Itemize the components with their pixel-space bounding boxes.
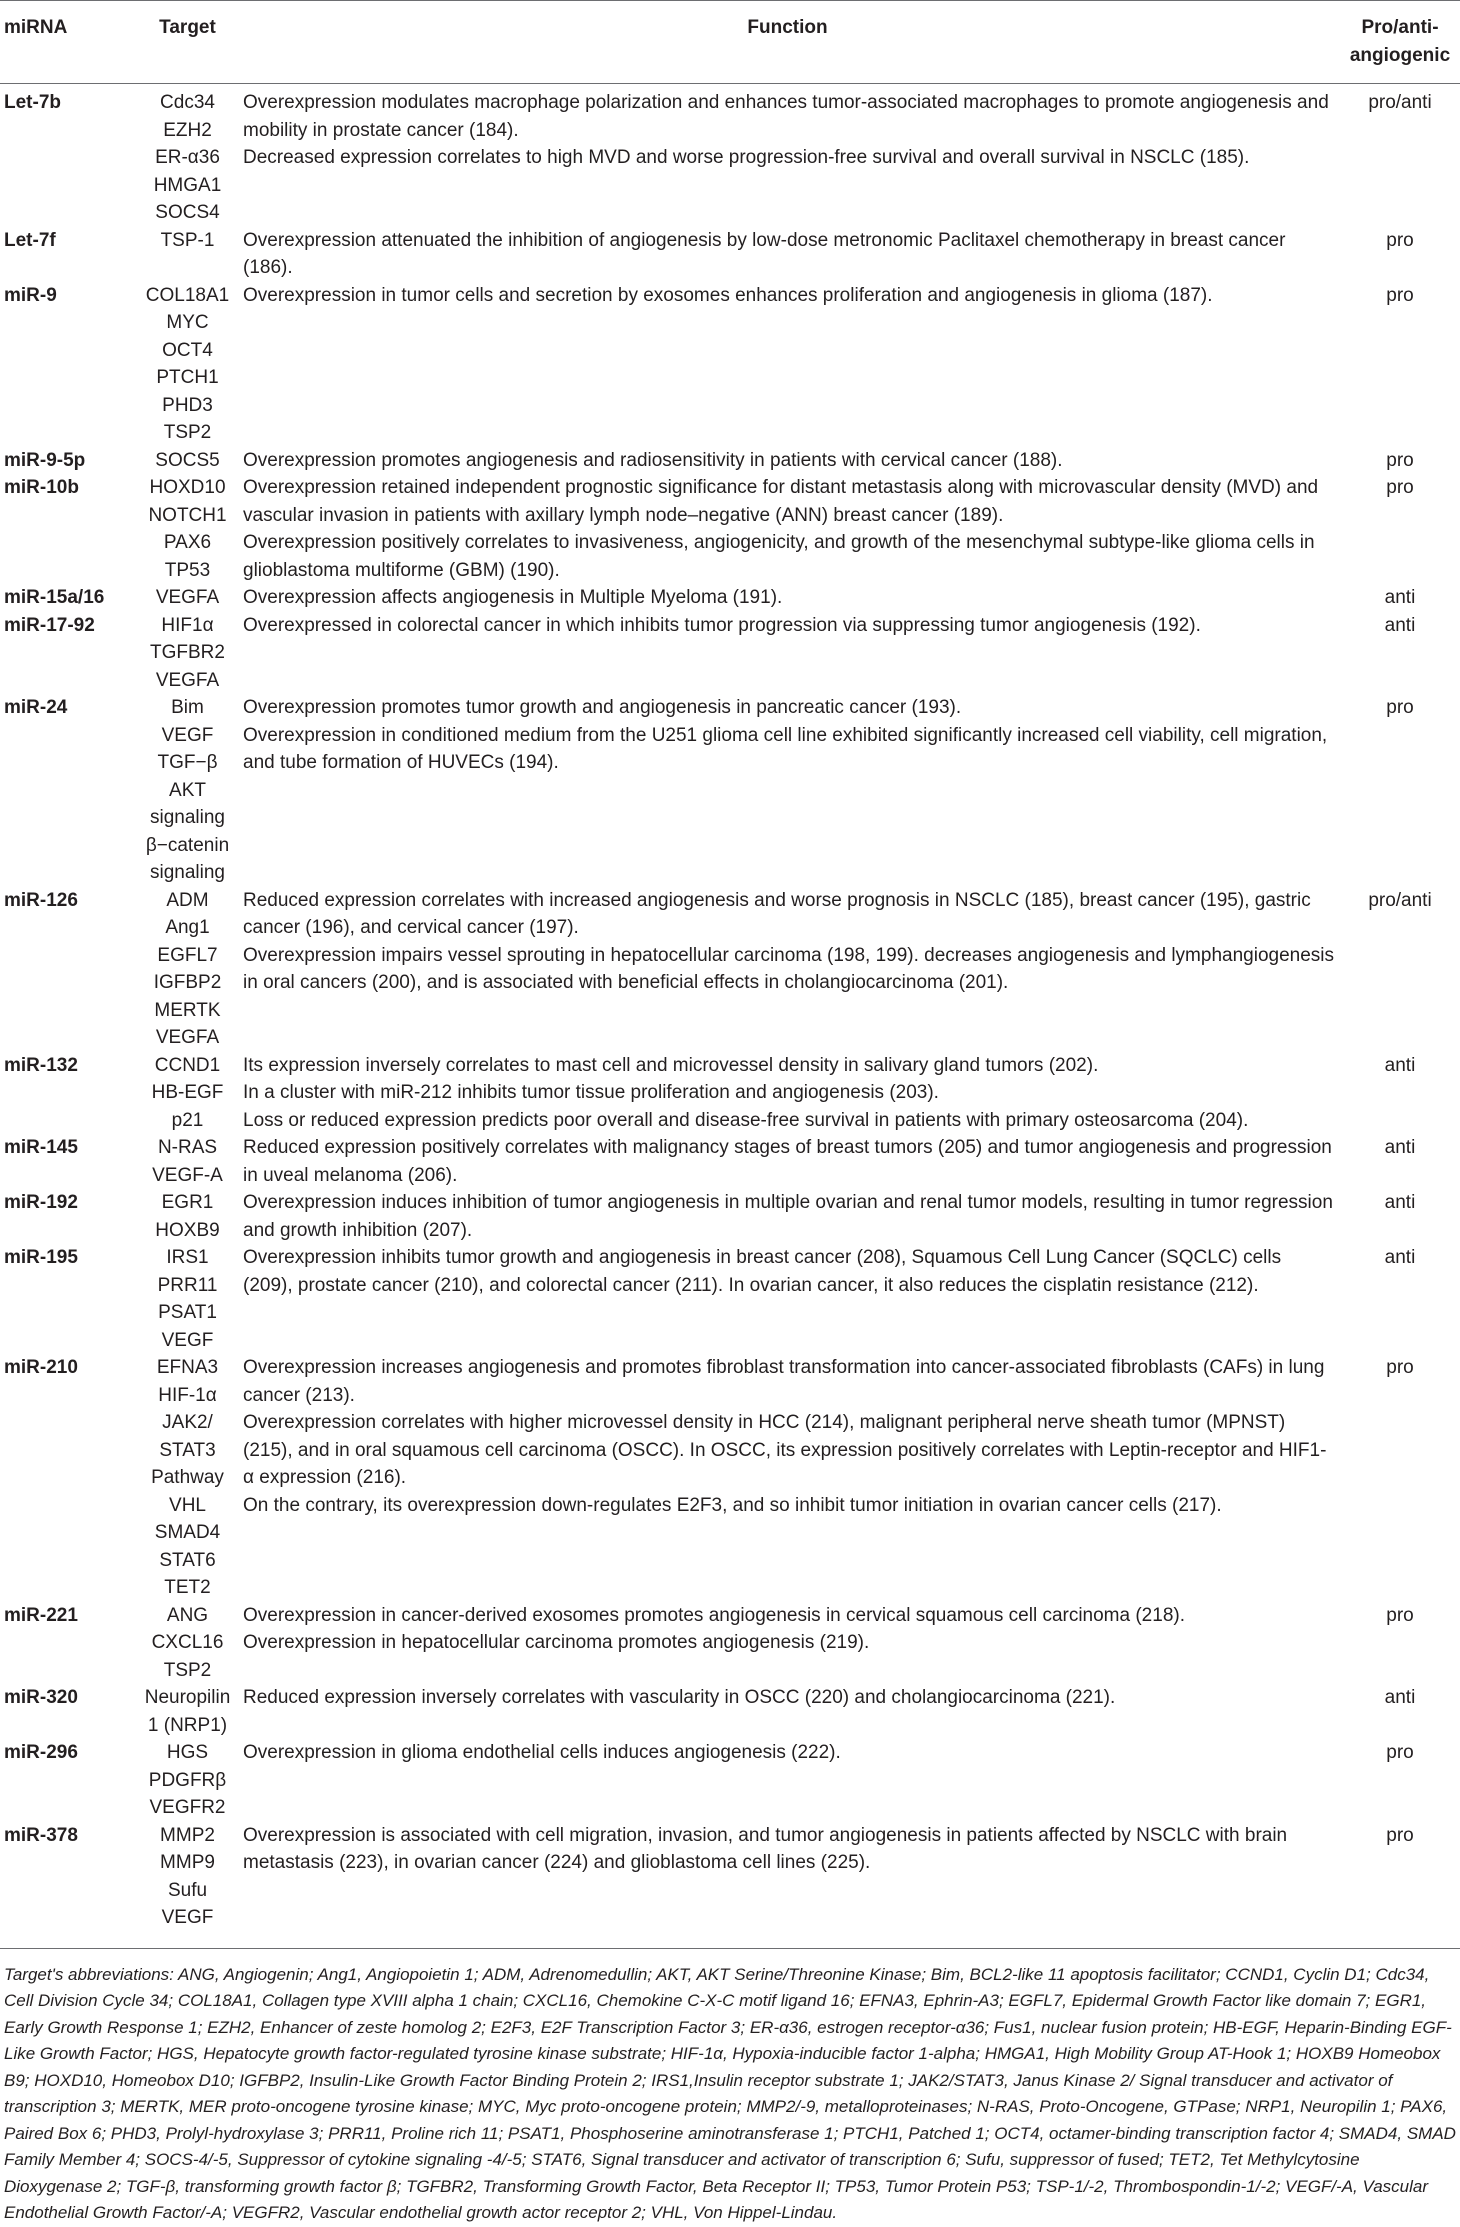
- function-text: Overexpressed in colorectal cancer in which inhibits tumor progression via suppressing tumor angiogenesis (192).: [243, 614, 1201, 636]
- function-cell: [235, 1052, 1340, 1135]
- header-pro-anti: [1340, 1, 1460, 84]
- target-cell: [140, 887, 235, 1052]
- pro-anti-cell: anti: [1384, 1247, 1416, 1268]
- table-row: [0, 694, 1460, 887]
- function-text: Reduced expression correlates with increased angiogenesis and worse prognosis in NSCLC (185), breast cancer (195), gastric cancer (196), and cervical cancer (197).: [243, 889, 1311, 938]
- pro-anti-cell: anti: [1384, 614, 1416, 636]
- function-text: In a cluster with miR-212 inhibits tumor tissue proliferation and angiogenesis (203).: [243, 1082, 939, 1103]
- target-item: HOXB9: [155, 1219, 220, 1241]
- target-item: ANG: [166, 1604, 209, 1626]
- target-cell: [140, 1189, 235, 1244]
- target-item: TGFBR2: [150, 642, 225, 663]
- mirna-cell: miR-378: [0, 1822, 140, 1949]
- pro-anti-cell: anti: [1384, 1192, 1416, 1213]
- target-item: JAK2/: [162, 1412, 213, 1433]
- target-cell: [140, 1822, 235, 1949]
- target-item: SOCS4: [155, 202, 220, 223]
- function-text: Overexpression induces inhibition of tumor angiogenesis in multiple ovarian and renal tumor models, resulting in tumor regression and growth inhibition (207).: [243, 1192, 1333, 1241]
- target-item: AKT: [169, 779, 206, 801]
- target-cell: [140, 584, 235, 612]
- target-item: SMAD4: [154, 1522, 221, 1543]
- function-cell: [235, 1244, 1340, 1354]
- table-row: [0, 1134, 1460, 1189]
- mirna-cell: miR-9-5p: [4, 449, 86, 471]
- target-item: PDGFRβ: [148, 1769, 227, 1791]
- header-row: [0, 1, 1460, 84]
- function-text: Overexpression in tumor cells and secretion by exosomes enhances proliferation and angiogenesis in glioma (187).: [243, 284, 1213, 306]
- target-item: Ang1: [165, 917, 210, 938]
- table-row: [0, 84, 1460, 227]
- pro-anti-cell: anti: [1384, 1137, 1416, 1158]
- target-item: HGS: [166, 1742, 209, 1763]
- table-row: [0, 1244, 1460, 1354]
- target-item: OCT4: [162, 339, 213, 361]
- target-item: MYC: [166, 312, 209, 333]
- target-item: EFNA3: [156, 1357, 219, 1378]
- target-item: EZH2: [163, 119, 212, 141]
- table-row: [0, 612, 1460, 695]
- target-item: TSP-1: [160, 229, 215, 251]
- function-text: Overexpression modulates macrophage polarization and enhances tumor-associated macrophages to promote angiogenesis and mobility in prostate cancer (184).: [243, 92, 1329, 141]
- target-item: TP53: [164, 559, 211, 581]
- header-mirna: miRNA: [0, 1, 140, 84]
- target-cell: [140, 1602, 235, 1685]
- table-row: [0, 887, 1460, 1052]
- target-item: EGR1: [161, 1192, 214, 1213]
- target-item: PTCH1: [156, 367, 219, 388]
- table-row: [0, 1189, 1460, 1244]
- table-row: [0, 447, 1460, 475]
- function-cell: [235, 282, 1340, 447]
- function-cell: [235, 1822, 1340, 1949]
- table-body: [0, 84, 1460, 1949]
- target-item: signaling: [150, 807, 225, 828]
- target-item: VEGFA: [155, 669, 220, 691]
- target-cell: [140, 1052, 235, 1135]
- mirna-cell: miR-221: [4, 1604, 78, 1626]
- target-item: VEGF: [161, 1907, 214, 1928]
- pro-anti-cell: pro/anti: [1368, 92, 1432, 113]
- pro-anti-cell: anti: [1384, 1054, 1416, 1076]
- mirna-cell: miR-9: [4, 284, 57, 306]
- mirna-cell: Let-7b: [4, 92, 61, 113]
- target-item: N-RAS: [157, 1137, 218, 1158]
- mirna-cell: Let-7f: [4, 229, 56, 251]
- pro-anti-cell: pro: [1386, 284, 1414, 306]
- target-item: EGFL7: [157, 944, 218, 966]
- target-item: Neuropilin: [144, 1687, 231, 1708]
- target-item: VEGF: [161, 724, 214, 746]
- function-text: Overexpression attenuated the inhibition of angiogenesis by low-dose metronomic Paclitaxel chemotherapy in breast cancer (186).: [243, 229, 1286, 278]
- table-row: [0, 1602, 1460, 1685]
- mirna-cell: miR-10b: [4, 477, 79, 498]
- function-cell: [235, 1739, 1340, 1822]
- target-cell: [140, 447, 235, 475]
- target-item: VEGFA: [155, 587, 220, 608]
- target-item: HMGA1: [153, 174, 222, 196]
- pro-anti-cell: pro: [1340, 1822, 1460, 1949]
- function-cell: [235, 887, 1340, 1052]
- table-row: [0, 1052, 1460, 1135]
- target-item: PAX6: [163, 532, 212, 553]
- table-row: [0, 584, 1460, 612]
- function-text: Overexpression inhibits tumor growth and angiogenesis in breast cancer (208), Squamous Cell Lung Cancer (SQCLC) cells (209), prostate cancer (210), and colorectal cancer (211). In ovarian cancer, it also reduces the cisplatin resistance (212).: [243, 1247, 1282, 1296]
- target-item: Bim: [171, 697, 204, 718]
- function-text: Its expression inversely correlates to mast cell and microvessel density in salivary gland tumors (202).: [243, 1054, 1099, 1076]
- target-item: Pathway: [151, 1467, 224, 1488]
- function-text: Overexpression promotes angiogenesis and radiosensitivity in patients with cervical cancer (188).: [243, 449, 1063, 471]
- function-text: Overexpression in glioma endothelial cells induces angiogenesis (222).: [243, 1742, 841, 1763]
- target-cell: [140, 474, 235, 584]
- function-text: Overexpression increases angiogenesis and promotes fibroblast transformation into cancer-associated fibroblasts (CAFs) in lung cancer (213).: [243, 1357, 1325, 1406]
- target-item: STAT3: [159, 1439, 216, 1461]
- target-item: β−catenin: [145, 834, 230, 856]
- target-item: MMP2: [160, 1824, 215, 1846]
- target-cell: [140, 1739, 235, 1822]
- target-item: PRR11: [157, 1274, 218, 1296]
- header-pro-anti-line2: angiogenic: [1349, 44, 1451, 66]
- mirna-cell: miR-320: [4, 1687, 78, 1708]
- pro-anti-cell: pro: [1386, 477, 1414, 498]
- target-item: HOXD10: [149, 477, 226, 498]
- mirna-cell: miR-17-92: [4, 614, 95, 636]
- target-cell: [140, 1354, 235, 1602]
- target-item: IRS1: [166, 1247, 209, 1268]
- target-item: STAT6: [159, 1549, 216, 1571]
- pro-anti-cell: pro: [1386, 229, 1414, 251]
- target-cell: [140, 227, 235, 282]
- mirna-cell: miR-195: [4, 1247, 78, 1268]
- mirna-cell: miR-24: [4, 697, 68, 718]
- function-text: Overexpression correlates with higher microvessel density in HCC (214), malignant peripheral nerve sheath tumor (MPNST) (215), and in oral squamous cell carcinoma (OSCC). In OSCC, its expression positively correlates with Leptin-receptor and HIF1- α expression (216).: [243, 1412, 1327, 1488]
- mirna-cell: miR-126: [4, 889, 78, 911]
- target-item: TSP2: [163, 422, 212, 443]
- mirna-cell: miR-145: [4, 1137, 78, 1158]
- target-item: HIF1α: [161, 614, 214, 636]
- target-item: VEGF-A: [152, 1164, 223, 1186]
- function-text: Overexpression impairs vessel sprouting in hepatocellular carcinoma (198, 199). decreases angiogenesis and lymphangiogenesis in oral cancers (200), and is associated with beneficial effects in cholangiocarcinoma (201).: [243, 944, 1334, 993]
- table-row: [0, 282, 1460, 447]
- pro-anti-cell: pro: [1386, 1742, 1414, 1763]
- function-cell: [235, 474, 1340, 584]
- pro-anti-cell: anti: [1384, 587, 1416, 608]
- table-row: [0, 1354, 1460, 1602]
- target-cell: [140, 282, 235, 447]
- target-item: TSP2: [163, 1659, 212, 1681]
- function-text: Decreased expression correlates to high MVD and worse progression-free survival and overall survival in NSCLC (185).: [243, 147, 1250, 168]
- header-function: Function: [235, 1, 1340, 84]
- target-item: signaling: [150, 862, 225, 883]
- table-row: [0, 1684, 1460, 1739]
- mirna-cell: miR-296: [4, 1742, 78, 1763]
- table-row: [0, 1739, 1460, 1822]
- target-item: ER-α36: [155, 147, 220, 168]
- table-row: [0, 1822, 1460, 1949]
- target-item: TGF−β: [157, 752, 218, 773]
- target-cell: [140, 84, 235, 227]
- target-item: TET2: [164, 1577, 211, 1598]
- mirna-cell: miR-132: [4, 1054, 78, 1076]
- function-cell: [235, 447, 1340, 475]
- function-text: Overexpression promotes tumor growth and angiogenesis in pancreatic cancer (193).: [243, 697, 962, 718]
- function-text: Reduced expression inversely correlates with vascularity in OSCC (220) and cholangiocarcinoma (221).: [243, 1687, 1116, 1708]
- pro-anti-cell: pro: [1386, 697, 1414, 718]
- target-item: COL18A1: [145, 284, 230, 306]
- function-text: Overexpression positively correlates to invasiveness, angiogenicity, and growth of the mesenchymal subtype-like glioma cells in glioblastoma multiforme (GBM) (190).: [243, 532, 1315, 581]
- function-text: Overexpression retained independent prognostic significance for distant metastasis along with microvascular density (MVD) and vascular invasion in patients with axillary lymph node–negative (ANN) breast cancer (189).: [243, 477, 1319, 526]
- function-text: On the contrary, its overexpression down-regulates E2F3, and so inhibit tumor initiation in ovarian cancer cells (217).: [243, 1494, 1222, 1516]
- pro-anti-cell: pro: [1386, 1357, 1414, 1378]
- target-cell: [140, 1684, 235, 1739]
- function-text: Overexpression is associated with cell migration, invasion, and tumor angiogenesis in patients affected by NSCLC with brain metastasis (223), in ovarian cancer (224) and glioblastoma cell lines (225).: [243, 1824, 1288, 1873]
- function-cell: [235, 1189, 1340, 1244]
- target-item: VEGFR2: [149, 1797, 226, 1818]
- target-cell: [140, 694, 235, 887]
- table-header: [0, 1, 1460, 84]
- function-cell: [235, 227, 1340, 282]
- function-cell: [235, 694, 1340, 887]
- pro-anti-cell: anti: [1384, 1687, 1416, 1708]
- target-item: MERTK: [154, 999, 221, 1021]
- target-item: p21: [171, 1109, 204, 1131]
- function-cell: [235, 84, 1340, 227]
- target-item: ADM: [166, 889, 209, 911]
- function-text: Loss or reduced expression predicts poor overall and disease-free survival in patients with primary osteosarcoma (204).: [243, 1109, 1249, 1131]
- function-text: Overexpression in cancer-derived exosomes promotes angiogenesis in cervical squamous cell carcinoma (218).: [243, 1604, 1185, 1626]
- target-cell: [140, 612, 235, 695]
- target-item: 1 (NRP1): [147, 1714, 228, 1736]
- function-cell: [235, 612, 1340, 695]
- mirna-cell: miR-15a/16: [4, 587, 105, 608]
- target-item: SOCS5: [155, 449, 220, 471]
- function-text: Overexpression in conditioned medium from the U251 glioma cell line exhibited significantly increased cell viability, cell migration, and tube formation of HUVECs (194).: [243, 724, 1328, 773]
- function-cell: [235, 1134, 1340, 1189]
- target-item: IGFBP2: [153, 972, 222, 993]
- pro-anti-cell: pro: [1386, 1604, 1414, 1626]
- target-item: NOTCH1: [148, 504, 227, 526]
- target-item: VEGFA: [155, 1027, 220, 1048]
- pro-anti-cell: pro: [1386, 449, 1414, 471]
- target-item: HIF-1α: [158, 1384, 217, 1406]
- target-item: PHD3: [162, 394, 213, 416]
- header-target: Target: [140, 1, 235, 84]
- function-cell: [235, 1354, 1340, 1602]
- target-item: Cdc34: [160, 92, 215, 113]
- header-pro-anti-line1: Pro/anti-: [1361, 17, 1439, 38]
- target-cell: [140, 1244, 235, 1354]
- target-item: VEGF: [161, 1329, 214, 1351]
- function-cell: [235, 1684, 1340, 1739]
- mirna-cell: miR-210: [4, 1357, 78, 1378]
- target-item: VHL: [169, 1494, 206, 1516]
- target-item: CCND1: [154, 1054, 221, 1076]
- target-item: MMP9: [160, 1852, 215, 1873]
- pro-anti-cell: pro/anti: [1368, 889, 1432, 911]
- table-footnote: Target's abbreviations: ANG, Angiogenin; Ang1, Angiopoietin 1; ADM, Adrenomedullin; AKT, AKT Serine/Threonine Kinase; Bim, BCL2-like 11 apoptosis facilitator; CCND1, Cyclin D1; Cdc34, Cell Division Cycle 34; COL18A1, Collagen type XVIII alpha 1 chain; CXCL16, Chemokine C-X-C motif ligand 16; EFNA3, Ephrin-A3; EGFL7, Epidermal Growth Factor like domain 7; EGR1, Early Growth Response 1; EZH2, Enhancer of zeste homolog 2; E2F3, E2F Transcription Factor 3; ER-α36, estrogen receptor-α36; Fus1, nuclear fusion protein; HB-EGF, Heparin-Binding EGF-Like Growth Factor; HGS, Hepatocyte growth factor-regulated tyrosine kinase substrate; HIF-1α, Hypoxia-inducible factor 1-alpha; HMGA1, High Mobility Group AT-Hook 1; HOXB9 Homeobox B9; HOXD10, Homeobox D10; IGFBP2, Insulin-Like Growth Factor Binding Protein 2; IRS1,Insulin receptor substrate 1; JAK2/STAT3, Janus Kinase 2/ Signal transducer and activator of transcription 3; MERTK, MER proto-oncogene tyrosine kinase; MYC, Myc proto-oncogene protein; MMP2/-9, metalloproteinases; N-RAS, Proto-Oncogene, GTPase; NRP1, Neuropilin 1; PAX6, Paired Box 6; PHD3, Prolyl-hydroxylase 3; PRR11, Proline rich 11; PSAT1, Phosphoserine aminotransferase 1; PTCH1, Patched 1; OCT4, octamer-binding transcription factor 4; SMAD4, SMAD Family Member 4; SOCS-4/-5, Suppressor of cytokine signaling -4/-5; STAT6, Signal transducer and activator of transcription 6; Sufu, suppressor of fused; TET2, Tet Methylcytosine Dioxygenase 2; TGF-β, transforming growth factor β; TGFBR2, Transforming Growth Factor, Beta Receptor II; TP53, Tumor Protein P53; TSP-1/-2, Thrombospondin-1/-2; VEGF/-A, Vascular Endothelial Growth Factor/-A; VEGFR2, Vascular endothelial growth actor receptor 2; VHL, Von Hippel-Lindau.: [4, 1964, 1456, 2222]
- function-text: Overexpression affects angiogenesis in Multiple Myeloma (191).: [243, 587, 783, 608]
- target-item: HB-EGF: [151, 1082, 224, 1103]
- target-item: Sufu: [167, 1879, 208, 1901]
- mirna-cell: miR-192: [4, 1192, 78, 1213]
- target-item: CXCL16: [151, 1632, 224, 1653]
- function-text: Overexpression in hepatocellular carcinoma promotes angiogenesis (219).: [243, 1632, 870, 1653]
- function-text: Reduced expression positively correlates with malignancy stages of breast tumors (205) and tumor angiogenesis and progression in uveal melanoma (206).: [243, 1137, 1332, 1186]
- target-cell: [140, 1134, 235, 1189]
- table-row: [0, 474, 1460, 584]
- table-row: [0, 227, 1460, 282]
- function-cell: [235, 584, 1340, 612]
- function-cell: [235, 1602, 1340, 1685]
- target-item: PSAT1: [158, 1302, 217, 1323]
